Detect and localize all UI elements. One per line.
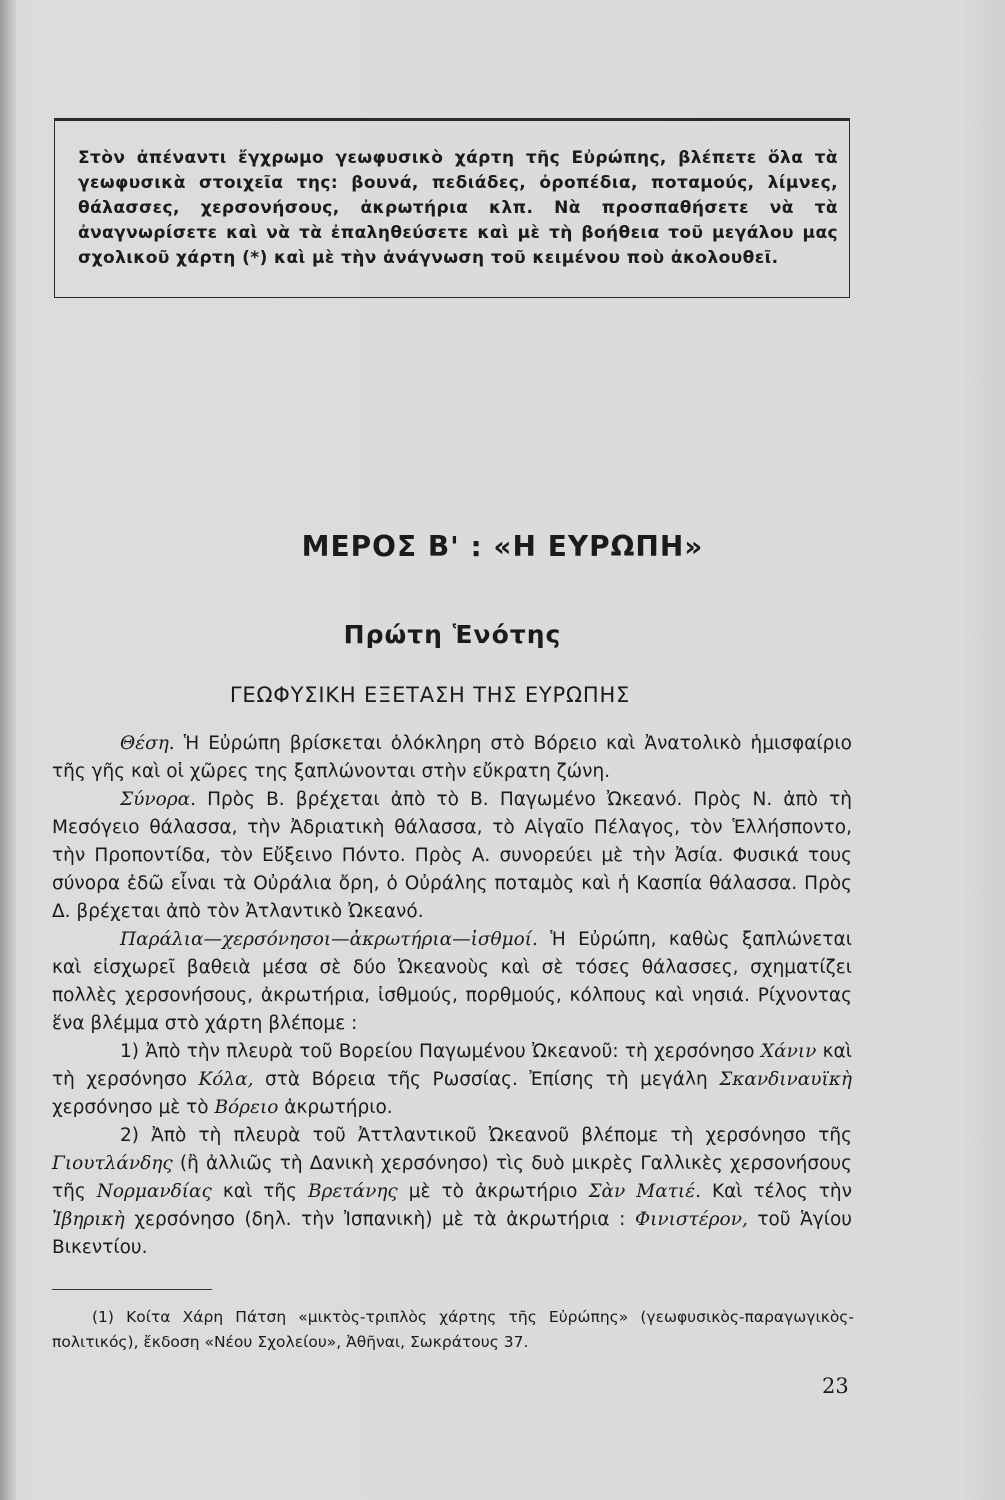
text-span: χερσόνησο μὲ τὸ <box>52 1097 215 1118</box>
footnote-rule <box>52 1289 212 1290</box>
place-name: Κόλα, <box>198 1069 254 1090</box>
paragraph-coasts <box>52 926 852 1038</box>
place-name: Χάνιν <box>760 1041 817 1062</box>
text-span: μὲ τὸ ἀκρωτήριο <box>397 1181 589 1202</box>
paragraph-arctic-peninsulas <box>52 1038 852 1122</box>
page-number: 23 <box>822 1374 849 1398</box>
heading-position: Θέση. <box>120 733 175 754</box>
place-name: Σκανδιναυϊκὴ <box>719 1069 852 1090</box>
part-title: ΜΕΡΟΣ Β' : «Η ΕΥΡΩΠΗ» <box>301 530 704 563</box>
footnote-text: (1) Κοίτα Χάρη Πάτση «μικτὸς-τριπλὸς χάρτης τῆς Εὐρώπης» (γεωφυσικὸς-παραγωγικὸς-πολιτικός), ἔκδοση «Νέου Σχολείου», Ἀθῆναι, Σωκράτους 37. <box>52 1308 854 1351</box>
text-span: καὶ τὴ χερσόνησο <box>52 1041 852 1090</box>
place-name: Γιουτλάνδης <box>52 1153 173 1174</box>
text-span: (ἢ ἀλλιῶς τὴ Δανικὴ χερσόνησο) τὶς δυὸ μικρὲς Γαλλικὲς χερσονήσους τῆς <box>52 1153 852 1202</box>
body-text <box>52 730 852 1262</box>
unit-title: Πρώτη Ἑνότης <box>343 620 562 649</box>
text-position: Ἡ Εὐρώπη βρίσκεται ὁλόκληρη στὸ Βόρειο καὶ Ἀνατολικὸ ἡμισφαίριο τῆς γῆς καὶ οἱ χῶρες της ξαπλώνονται στὴν εὔκρατη ζώνη. <box>52 733 852 782</box>
section-title: ΓΕΩΦΥΣΙΚΗ ΕΞΕΤΑΣΗ ΤΗΣ ΕΥΡΩΠΗΣ <box>229 683 631 707</box>
text-span: Καὶ τέλος τὴν <box>700 1181 852 1202</box>
text-span: 2) Ἀπὸ τὴ πλευρὰ τοῦ Ἀττλαντικοῦ Ὠκεανοῦ βλέπομε τὴ χερσόνησο τῆς <box>120 1125 852 1146</box>
place-name: Νορμανδίας <box>96 1181 212 1202</box>
text-borders: Πρὸς Β. βρέχεται ἀπὸ τὸ Β. Παγωμένο Ὠκεανό. Πρὸς Ν. ἀπὸ τὴ Μεσόγειο θάλασσα, τὴν Ἀδριατικὴ θάλασσα, τὸ Αἰγαῖο Πέλαγος, τὸν Ἑλλήσποντο, τὴν Προποντίδα, τὸν Εὔξεινο Πόντο. Πρὸς Α. συνορεύει μὲ τὴν Ἀσία. Φυσικά τους σύνορα ἐδῶ εἶναι τὰ Οὐράλια ὄρη, ὁ Οὐράλης ποταμὸς καὶ ἡ Κασπία θάλασσα. Πρὸς Δ. βρέχεται ἀπὸ τὸν Ἀτλαντικὸ Ὠκεανό. <box>52 789 852 922</box>
book-spine-shadow <box>0 0 16 1500</box>
heading-coasts: Παράλια—χερσόνησοι—ἀκρωτήρια—ἰσθμοί. <box>120 929 538 950</box>
notice-text: Στὸν ἀπέναντι ἔγχρωμο γεωφυσικὸ χάρτη τῆς Εὐρώπης, βλέπετε ὅλα τὰ γεωφυσικὰ στοιχεῖα της: βουνά, πεδιάδες, ὀροπέδια, ποταμούς, λίμνες, θάλασσες, χερσονήσους, ἀκρωτήρια κλπ. Νὰ προσπαθήσετε νὰ τὰ ἀναγνωρίσετε καὶ νὰ τὰ ἐπαληθεύσετε καὶ μὲ τὴ βοήθεια τοῦ μεγάλου μας σχολικοῦ χάρτη (*) καὶ μὲ τὴν ἀνάγνωση τοῦ κειμένου ποὺ ἀκολουθεῖ. <box>78 148 838 268</box>
text-span: καὶ τῆς <box>211 1181 308 1202</box>
place-name: Ἰβηρικὴ <box>52 1209 125 1230</box>
place-name: Σὰν Ματιέ. <box>588 1181 701 1202</box>
text-span: ἀκρωτήριο. <box>278 1097 393 1118</box>
text-span: τοῦ Ἁγίου Βικεντίου. <box>52 1209 853 1258</box>
footnote <box>52 1305 854 1355</box>
paragraph-atlantic-peninsulas <box>52 1122 852 1262</box>
text-span: χερσόνησο (δηλ. τὴν Ἰσπανικὴ) μὲ τὰ ἀκρωτήρια : <box>124 1209 635 1230</box>
place-name: Βρετάνης <box>307 1181 398 1202</box>
text-span: στὰ Βόρεια τῆς Ρωσσίας. Ἐπίσης τὴ μεγάλη <box>253 1069 720 1090</box>
place-name: Φινιστέρον, <box>634 1209 748 1230</box>
place-name: Βόρειο <box>214 1097 279 1118</box>
text-coasts: Ἡ Εὐρώπη, καθὼς ξαπλώνεται καὶ εἰσχωρεῖ βαθειὰ μέσα σὲ δύο Ὠκεανοὺς καὶ σὲ τόσες θάλασσες, σχηματίζει πολλὲς χερσονήσους, ἀκρωτήρια, ἰσθμούς, πορθμούς, κόλπους καὶ νησιά. Ρίχνοντας ἕνα βλέμμα στὸ χάρτη βλέπομε : <box>52 929 852 1034</box>
paragraph-borders <box>52 786 852 926</box>
heading-borders: Σύνορα. <box>120 789 196 810</box>
paragraph-position <box>52 730 852 786</box>
text-span: 1) Ἀπὸ τὴν πλευρὰ τοῦ Βορείου Παγωμένου Ὠκεανοῦ: τὴ χερσόνησο <box>120 1041 761 1062</box>
